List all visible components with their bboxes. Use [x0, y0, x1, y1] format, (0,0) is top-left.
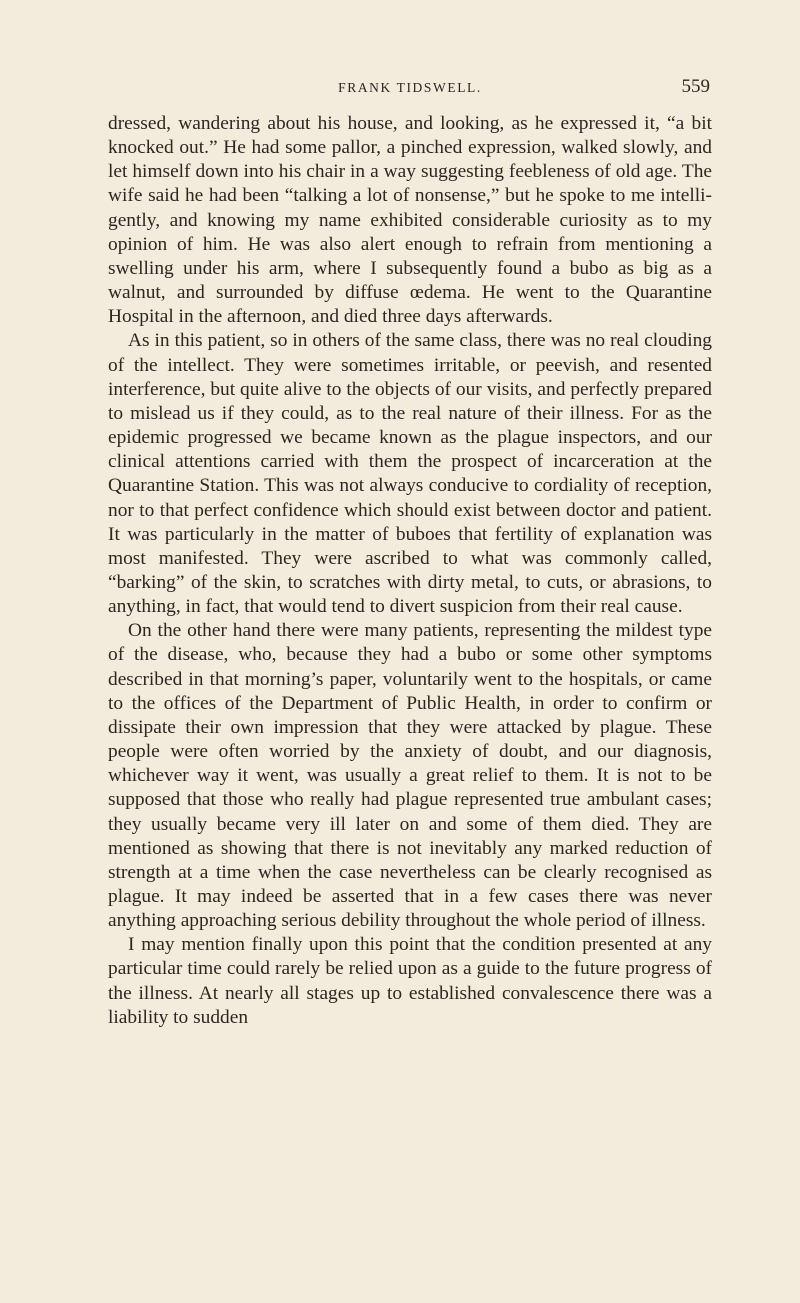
running-title: FRANK TIDSWELL.	[338, 80, 482, 95]
paragraph: On the other hand there were many patients, representing the mildest type of the disease, who, because they had a bubo or some other symptoms described in that morning’s paper, voluntarily went to the hospitals, or came to the offices of the Department of Public Health, in order to confirm or dissipate their own impression that they were attacked by plague. These people were often worried by the anxiety of doubt, and our diagnosis, whichever way it went, was usually a great relief to them. It is not to be supposed that those who really had plague represented true ambulant cases; they usually became very ill later on and some of them died. They are mentioned as showing that there is not inevitably any marked reduction of strength at a time when the case nevertheless can be clearly recognised as plague. It may indeed be asserted that in a few cases there was never anything approaching serious debility throughout the whole period of illness.	[108, 620, 712, 932]
paragraph: I may mention finally upon this point that the condition presented at any particular time could rarely be relied upon as a guide to the future progress of the illness. At nearly all stages up to established convalescence there was a liability to sudden	[108, 934, 712, 1028]
page-number: 559	[681, 76, 710, 97]
paragraph-continued: dressed, wandering about his house, and looking, as he expressed it, “a bit knocked out.” He had some pallor, a pinched expression, walked slowly, and let himself down into his chair in a way suggesting feebleness of old age. The wife said he had been “talking a lot of nonsense,” but he spoke to me intelligently, and knowing my name exhibited considerable curiosity as to my opinion of him. He was also alert enough to refrain from mentioning a swelling under his arm, where I subsequently found a bubo as big as a walnut, and surrounded by diffuse œdema. He went to the Quarantine Hospital in the afternoon, and died three days afterwards.	[108, 113, 712, 328]
running-header	[108, 76, 712, 98]
paragraph: As in this patient, so in others of the same class, there was no real clouding of the intellect. They were sometimes irritable, or peevish, and resented interference, but quite alive to the objects of our visits, and perfectly prepared to mislead us if they could, as to the real nature of their illness. For as the epidemic progressed we became known as the plague inspectors, and our clinical attentions carried with them the prospect of incarceration at the Quarantine Station. This was not always conducive to cordiality of reception, nor to that perfect confidence which should exist between doctor and patient. It was particularly in the matter of buboes that fertility of explanation was most manifested. They were ascribed to what was commonly called, “barking” of the skin, to scratches with dirty metal, to cuts, or abrasions, to anything, in fact, that would tend to divert suspicion from their real cause.	[108, 330, 712, 618]
body-text	[108, 112, 712, 1030]
